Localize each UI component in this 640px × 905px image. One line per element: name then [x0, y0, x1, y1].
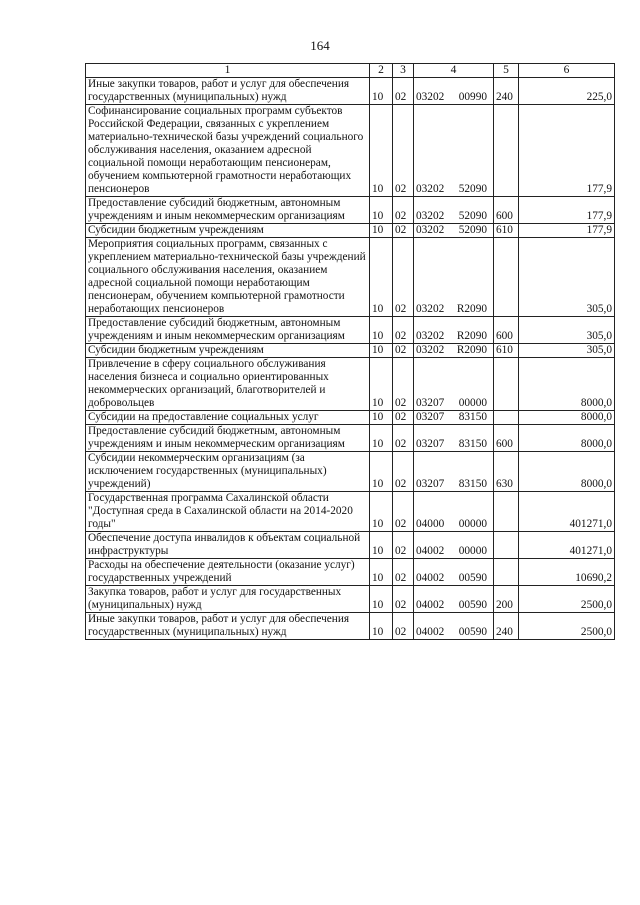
row-col-5: [494, 238, 519, 317]
row-col-2: 10: [370, 559, 393, 586]
row-col-4: [414, 344, 494, 358]
table-row: [86, 425, 615, 452]
row-col-5: 630: [494, 452, 519, 492]
target-article-code: 03202: [416, 91, 445, 103]
row-col-2: 10: [370, 344, 393, 358]
header-col-6: 6: [519, 64, 615, 78]
row-col-2: 10: [370, 224, 393, 238]
table-row: [86, 358, 615, 411]
row-amount-cell: 177,9: [519, 224, 615, 238]
row-amount-cell: 8000,0: [519, 358, 615, 411]
expense-direction-code: 00000: [458, 397, 487, 409]
row-col-3: 02: [393, 197, 414, 224]
row-col-5: 240: [494, 78, 519, 105]
expense-direction-code: 00000: [458, 545, 487, 557]
row-col-5: [494, 411, 519, 425]
row-name-cell: Предоставление субсидий бюджетным, автономным учреждениям и иным некоммерческим организациям: [86, 425, 370, 452]
table-row: [86, 344, 615, 358]
target-article-code: 04002: [416, 545, 445, 557]
header-col-3: 3: [393, 64, 414, 78]
target-article-code: 03202: [416, 183, 445, 195]
row-col-5: 610: [494, 224, 519, 238]
header-col-2: 2: [370, 64, 393, 78]
expense-direction-code: R2090: [456, 344, 487, 356]
row-name-cell: Софинансирование социальных программ субъектов Российской Федерации, связанных с укреплением материально-технической базы учреждений социального обслуживания населения, оказанием адресной социальной помощи неработающим пенсионерам, обучением компьютерной грамотности неработающих пенсионеров: [86, 105, 370, 197]
target-article-code: 03207: [416, 438, 445, 450]
row-col-5: [494, 559, 519, 586]
table-body: [86, 78, 615, 640]
row-col-4: [414, 238, 494, 317]
row-name-cell: Субсидии некоммерческим организациям (за исключением государственных (муниципальных) учреждений): [86, 452, 370, 492]
row-col-4: [414, 197, 494, 224]
row-col-5: 610: [494, 344, 519, 358]
table-row: [86, 197, 615, 224]
row-amount-cell: 305,0: [519, 317, 615, 344]
header-row: [86, 64, 615, 78]
row-col-2: 10: [370, 452, 393, 492]
table-row: [86, 532, 615, 559]
row-name-cell: Привлечение в сферу социального обслуживания населения бизнеса и социально ориентированных некоммерческих организаций, благотворителей и добровольцев: [86, 358, 370, 411]
row-name-cell: Закупка товаров, работ и услуг для государственных (муниципальных) нужд: [86, 586, 370, 613]
row-col-4: [414, 78, 494, 105]
row-name-cell: Субсидии на предоставление социальных услуг: [86, 411, 370, 425]
expense-direction-code: 00590: [458, 626, 487, 638]
row-col-4: [414, 492, 494, 532]
expense-direction-code: 00590: [458, 572, 487, 584]
row-col-4: [414, 411, 494, 425]
table-row: [86, 492, 615, 532]
row-col-2: 10: [370, 411, 393, 425]
target-article-code: 03207: [416, 397, 445, 409]
row-col-2: 10: [370, 425, 393, 452]
table-row: [86, 224, 615, 238]
header-col-5: 5: [494, 64, 519, 78]
row-col-3: 02: [393, 224, 414, 238]
row-col-5: [494, 105, 519, 197]
row-col-3: 02: [393, 559, 414, 586]
expense-direction-code: 83150: [458, 438, 487, 450]
row-name-cell: Субсидии бюджетным учреждениям: [86, 344, 370, 358]
table-row: [86, 452, 615, 492]
row-col-3: 02: [393, 344, 414, 358]
target-article-code: 03207: [416, 478, 445, 490]
row-col-2: 10: [370, 358, 393, 411]
target-article-code: 03202: [416, 210, 445, 222]
row-col-3: 02: [393, 492, 414, 532]
row-col-2: 10: [370, 613, 393, 640]
row-col-3: 02: [393, 532, 414, 559]
row-col-4: [414, 105, 494, 197]
table-row: [86, 78, 615, 105]
row-amount-cell: 2500,0: [519, 586, 615, 613]
row-amount-cell: 10690,2: [519, 559, 615, 586]
row-col-5: [494, 492, 519, 532]
row-amount-cell: 8000,0: [519, 411, 615, 425]
row-col-2: 10: [370, 78, 393, 105]
row-col-4: [414, 358, 494, 411]
target-article-code: 03202: [416, 344, 445, 356]
row-amount-cell: 305,0: [519, 344, 615, 358]
row-col-2: 10: [370, 238, 393, 317]
row-amount-cell: 2500,0: [519, 613, 615, 640]
row-col-3: 02: [393, 317, 414, 344]
row-amount-cell: 177,9: [519, 105, 615, 197]
row-col-3: 02: [393, 452, 414, 492]
table-row: [86, 317, 615, 344]
target-article-code: 04002: [416, 599, 445, 611]
target-article-code: 03207: [416, 411, 445, 423]
row-col-3: 02: [393, 358, 414, 411]
row-col-2: 10: [370, 532, 393, 559]
row-amount-cell: 177,9: [519, 197, 615, 224]
expense-direction-code: 83150: [458, 478, 487, 490]
row-col-2: 10: [370, 317, 393, 344]
row-amount-cell: 401271,0: [519, 532, 615, 559]
row-col-5: 600: [494, 197, 519, 224]
row-col-5: 200: [494, 586, 519, 613]
row-col-4: [414, 224, 494, 238]
row-amount-cell: 305,0: [519, 238, 615, 317]
row-col-5: 240: [494, 613, 519, 640]
expense-direction-code: R2090: [456, 330, 487, 342]
row-col-2: 10: [370, 105, 393, 197]
row-name-cell: Обеспечение доступа инвалидов к объектам социальной инфраструктуры: [86, 532, 370, 559]
row-col-3: 02: [393, 105, 414, 197]
row-amount-cell: 225,0: [519, 78, 615, 105]
row-col-2: 10: [370, 492, 393, 532]
row-col-3: 02: [393, 238, 414, 317]
row-col-3: 02: [393, 613, 414, 640]
expense-direction-code: 83150: [458, 411, 487, 423]
row-col-5: 600: [494, 317, 519, 344]
row-name-cell: Иные закупки товаров, работ и услуг для обеспечения государственных (муниципальных) нужд: [86, 78, 370, 105]
row-name-cell: Предоставление субсидий бюджетным, автономным учреждениям и иным некоммерческим организациям: [86, 197, 370, 224]
table-row: [86, 559, 615, 586]
row-col-3: 02: [393, 425, 414, 452]
row-col-4: [414, 452, 494, 492]
budget-table: [85, 63, 615, 640]
row-col-4: [414, 317, 494, 344]
table-row: [86, 411, 615, 425]
row-col-4: [414, 613, 494, 640]
row-col-5: [494, 358, 519, 411]
row-col-3: 02: [393, 78, 414, 105]
row-name-cell: Предоставление субсидий бюджетным, автономным учреждениям и иным некоммерческим организациям: [86, 317, 370, 344]
expense-direction-code: 00590: [458, 599, 487, 611]
row-col-4: [414, 559, 494, 586]
table-row: [86, 105, 615, 197]
target-article-code: 03202: [416, 330, 445, 342]
target-article-code: 04002: [416, 572, 445, 584]
row-amount-cell: 8000,0: [519, 425, 615, 452]
target-article-code: 03202: [416, 224, 445, 236]
row-name-cell: Мероприятия социальных программ, связанных с укреплением материально-технической базы учреждений социального обслуживания населения, оказанием адресной социальной помощи неработающим пенсионерам, обучением компьютерной грамотности неработающих пенсионеров: [86, 238, 370, 317]
row-amount-cell: 8000,0: [519, 452, 615, 492]
header-col-1: 1: [86, 64, 370, 78]
row-col-2: 10: [370, 197, 393, 224]
expense-direction-code: R2090: [456, 303, 487, 315]
row-col-3: 02: [393, 411, 414, 425]
row-name-cell: Государственная программа Сахалинской области "Доступная среда в Сахалинской области на 2014-2020 годы": [86, 492, 370, 532]
row-amount-cell: 401271,0: [519, 492, 615, 532]
row-name-cell: Иные закупки товаров, работ и услуг для обеспечения государственных (муниципальных) нужд: [86, 613, 370, 640]
table-header: [86, 64, 615, 78]
target-article-code: 03202: [416, 303, 445, 315]
target-article-code: 04002: [416, 626, 445, 638]
expense-direction-code: 00000: [458, 518, 487, 530]
table-row: [86, 613, 615, 640]
row-col-2: 10: [370, 586, 393, 613]
row-col-4: [414, 586, 494, 613]
table-row: [86, 238, 615, 317]
row-col-5: [494, 532, 519, 559]
expense-direction-code: 52090: [458, 210, 487, 222]
table-row: [86, 586, 615, 613]
expense-direction-code: 52090: [458, 224, 487, 236]
row-col-4: [414, 532, 494, 559]
header-col-4: 4: [414, 64, 494, 78]
row-name-cell: Расходы на обеспечение деятельности (оказание услуг) государственных учреждений: [86, 559, 370, 586]
expense-direction-code: 00990: [458, 91, 487, 103]
row-name-cell: Субсидии бюджетным учреждениям: [86, 224, 370, 238]
expense-direction-code: 52090: [458, 183, 487, 195]
target-article-code: 04000: [416, 518, 445, 530]
page-number: 164: [310, 38, 330, 53]
row-col-5: 600: [494, 425, 519, 452]
row-col-3: 02: [393, 586, 414, 613]
row-col-4: [414, 425, 494, 452]
